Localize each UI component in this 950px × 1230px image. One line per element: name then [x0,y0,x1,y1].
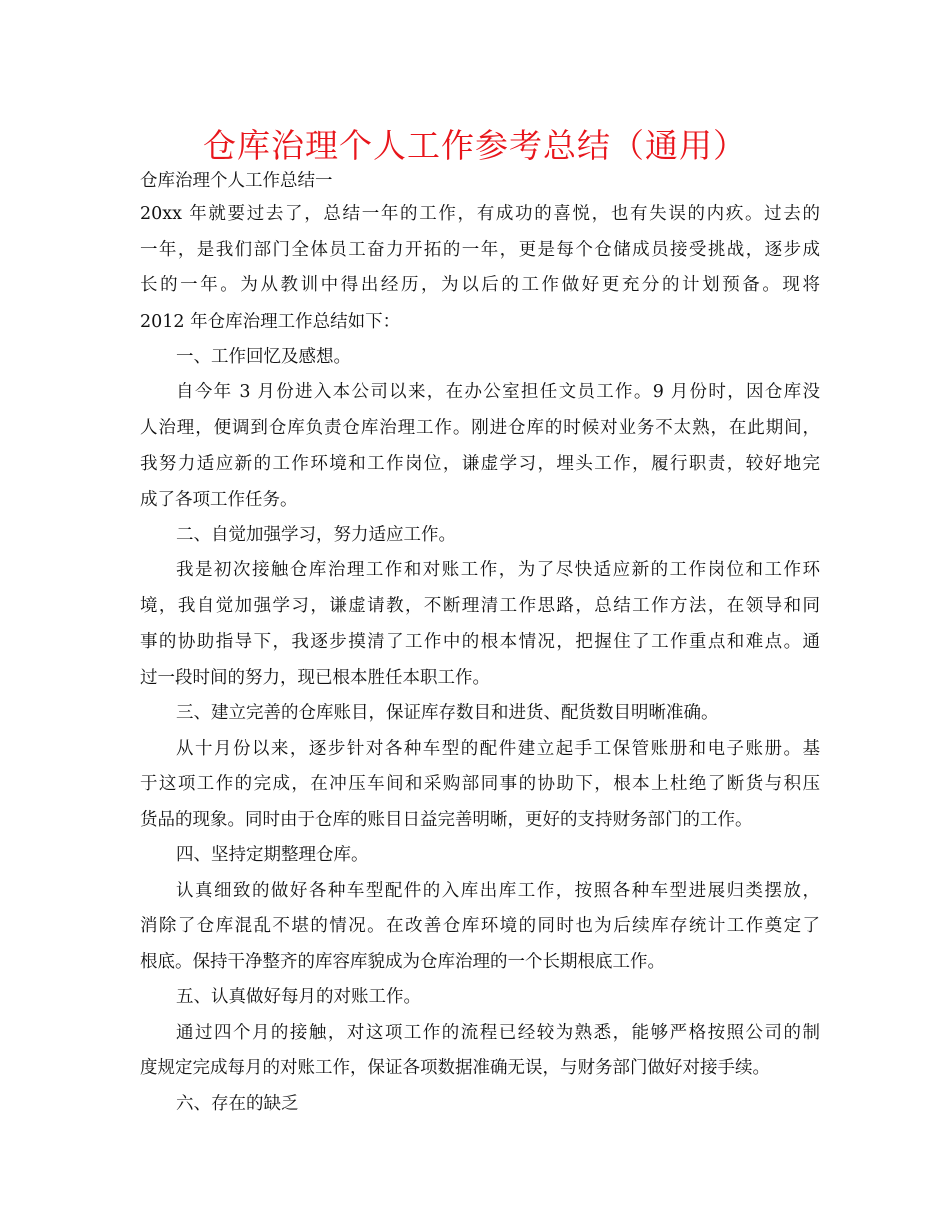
paragraph-line: 自今年 3 月份进入本公司以来，在办公室担任文员工作。9 月份时，因仓库没 [176,382,820,402]
section-heading: 六、存在的缺乏 [176,1094,299,1114]
paragraph-line: 成了各项工作任务。 [140,490,298,510]
document-title: 仓库治理个人工作参考总结（通用） [203,126,747,165]
paragraph-line: 我努力适应新的工作环境和工作岗位，谦虚学习，埋头工作，履行职责，较好地完 [140,454,820,474]
paragraph-line: 根底。保持干净整齐的库容库貌成为仓库治理的一个长期根底工作。 [140,952,665,972]
paragraph-line: 消除了仓库混乱不堪的情况。在改善仓库环境的同时也为后续库存统计工作奠定了 [140,916,820,936]
section-heading: 一、工作回忆及感想。 [176,347,351,367]
paragraph-line: 境，我自觉加强学习，谦虚请教，不断理清工作思路，总结工作方法，在领导和同 [140,596,820,616]
section-heading: 二、自觉加强学习，努力适应工作。 [176,525,456,545]
section-heading: 四、坚持定期整理仓库。 [176,845,369,865]
subtitle-line: 仓库治理个人工作总结一 [140,171,333,191]
section-heading: 三、建立完善的仓库账目，保证库存数目和进货、配货数目明晰准确。 [176,703,719,723]
paragraph-line: 20xx 年就要过去了，总结一年的工作，有成功的喜悦，也有失误的内疚。过去的 [140,204,820,224]
section-heading: 五、认真做好每月的对账工作。 [176,987,421,1007]
paragraph-line: 从十月份以来，逐步针对各种车型的配件建立起手工保管账册和电子账册。基 [176,739,820,759]
paragraph-line: 通过四个月的接触，对这项工作的流程已经较为熟悉，能够严格按照公司的制 [176,1023,820,1043]
paragraph-line: 一年，是我们部门全体员工奋力开拓的一年，更是每个仓储成员接受挑战，逐步成 [140,240,820,260]
paragraph-line: 度规定完成每月的对账工作，保证各项数据准确无误，与财务部门做好对接手续。 [140,1058,770,1078]
paragraph-line: 人治理，便调到仓库负责仓库治理工作。刚进仓库的时候对业务不太熟，在此期间， [140,418,820,438]
paragraph-line: 事的协助指导下，我逐步摸清了工作中的根本情况，把握住了工作重点和难点。通 [140,632,820,652]
paragraph-line: 长的一年。为从教训中得出经历，为以后的工作做好更充分的计划预备。现将 [140,275,820,295]
paragraph-line: 我是初次接触仓库治理工作和对账工作，为了尽快适应新的工作岗位和工作环 [176,560,820,580]
paragraph-line: 过一段时间的努力，现已根本胜任本职工作。 [140,668,490,688]
paragraph-line: 认真细致的做好各种车型配件的入库出库工作，按照各种车型进展归类摆放， [176,881,820,901]
paragraph-line: 2012 年仓库治理工作总结如下： [140,312,401,332]
paragraph-line: 货品的现象。同时由于仓库的账目日益完善明晰，更好的支持财务部门的工作。 [140,810,753,830]
paragraph-line: 于这项工作的完成，在冲压车间和采购部同事的协助下，根本上杜绝了断货与积压 [140,774,820,794]
